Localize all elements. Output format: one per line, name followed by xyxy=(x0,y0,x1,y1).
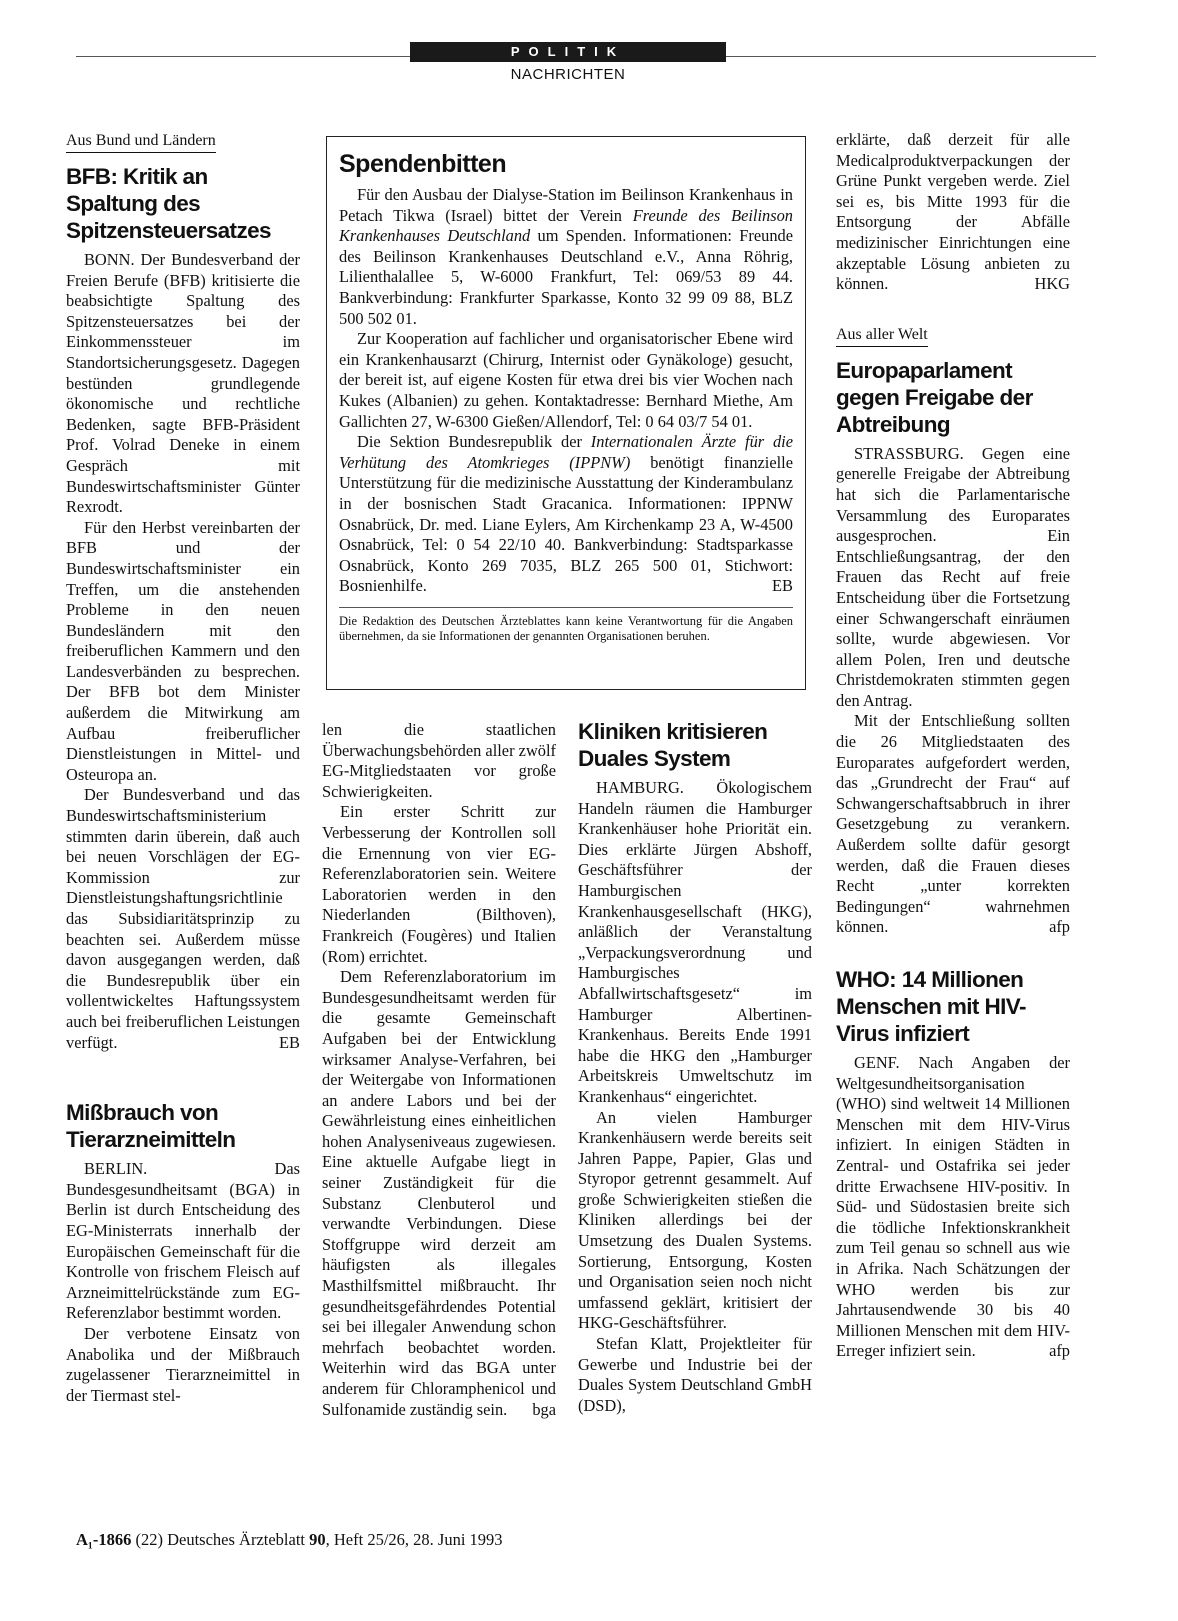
article-paragraph xyxy=(66,785,300,1053)
article-paragraph xyxy=(836,130,1070,295)
headline-tierarzneimittel: Mißbrauch von Tierarzneimitteln xyxy=(66,1100,236,1153)
article-text: GENF. Nach Angaben der Weltgesundheitsorganisation (WHO) sind weltweit 14 Millionen Menschen mit dem HIV-Virus infiziert. In einigen Städten in Zentral- und Ostafrika sei jeder dritte Erwachsene HIV-positiv. In Süd- und Südostasien breite sich die tödliche Infektionskrankheit zum Teil genau so schnell aus wie in Afrika. Nach Schätzungen der WHO werden bis zur Jahrtausendwende 30 bis 40 Millionen Menschen mit dem HIV-Erreger infiziert sein. xyxy=(836,1053,1070,1361)
box-text: benötigt finanzielle Unterstützung für die medizinische Ausstattung der Kinderambulanz in der bosnischen Stadt Gracanica. Informationen: IPPNW Osnabrück, Dr. med. Liane Eylers, Am Kirchenkamp 23 A, W-4500 Osnabrück, Tel: 0 54 22/10 40. Bankverbindung: Stadtsparkasse Osnabrück, Konto 269 7035, BLZ 265 500 01, Stichwort: Bosnienhilfe. xyxy=(339,452,794,596)
article-paragraph: Ein erster Schritt zur Verbesserung der Kontrollen soll die Ernennung von vier EG-Referenzlaboratorien sein. Weitere Laboratorien werden in den Niederlanden (Bilthoven), Frankreich (Fougères) und Italien (Rom) errichtet. xyxy=(322,802,556,966)
column-2 xyxy=(322,720,556,1420)
headline-who: WHO: 14 Millionen Menschen mit HIV-Virus infiziert xyxy=(836,967,1026,1046)
headline-kliniken: Kliniken kritisieren Duales System xyxy=(578,719,768,771)
page-footer xyxy=(76,1530,503,1550)
box-paragraph: Zur Kooperation auf fachlicher und organisatorischer Ebene wird ein Krankenhausarzt (Chirurg, Internist oder Gynäkologe) gesucht, der bereit ist, auf eigene Kosten für etwa drei bis vier Wochen nach Kukes (Albanien) zu gehen. Kontaktadresse: Bernhard Miethe, Am Gallichten 27, W-6300 Gießen/Allendorf, Tel: 0 64 03/7 54 01. xyxy=(339,329,793,431)
article-paragraph: Stefan Klatt, Projektleiter für Gewerbe und Industrie bei der Duales System Deutschland GmbH (DSD), xyxy=(578,1334,812,1415)
article-text: Dem Referenzlaboratorium im Bundesgesundheitsamt werden für die gesamte Gemeinschaft Aufgaben bei der Entwicklung wirksamer Analyse-Verfahren, bei der Weitergabe von Informationen an andere Labors und bei der Gewährleistung eines einheitlichen hohen Analyseniveaus zugewiesen. Eine aktuelle Aufgabe liegt in seiner Zuständigkeit für die Substanz Clenbuterol und verwandte Verbindungen. Diese Stoffgruppe wird derzeit am häufigsten als illegales Masthilfsmittel mißbraucht. Ihr gesundheitsgefährdendes Potential sei bei illegaler Anwendung schon mehrfach beobachtet worden. Weiterhin wird das BGA unter anderem für Chloramphenicol und Sulfonamide zuständig sein. xyxy=(322,967,556,1419)
headline-europaparlament: Europaparlament gegen Freigabe der Abtreibung xyxy=(836,357,1033,437)
article-paragraph: BERLIN. Das Bundesgesundheitsamt (BGA) in Berlin ist durch Entscheidung des EG-Ministerrats innerhalb der Europäischen Gemeinschaft für die Kontrolle von frischem Fleisch auf Arzneimittelrückstände zum EG-Referenzlabor bestimmt worden. xyxy=(66,1159,300,1323)
box-paragraph xyxy=(339,432,793,597)
signature: afp xyxy=(1049,1341,1070,1361)
footer-journal: (22) Deutsches Ärzteblatt xyxy=(135,1530,306,1549)
page-number: A₁-1866 xyxy=(76,1530,132,1549)
article-paragraph: len die staatlichen Überwachungsbehörden aller zwölf EG-Mitgliedstaaten vor große Schwierigkeiten. xyxy=(322,720,556,801)
section-bar: POLITIK xyxy=(410,42,726,62)
article-text: Mit der Entschließung sollten die 26 Mitgliedstaaten des Europarates aufgefordert werden, das „Grundrecht der Frau“ auf Schwangerschaftsabbruch in ihrer Gesetzgebung zu verankern. Außerdem sollte dafür gesorgt werden, daß die Frauen dieses Recht „unter korrekten Bedingungen“ wahrnehmen können. xyxy=(836,711,1070,937)
article-text: Der Bundesverband und das Bundeswirtschaftsministerium stimmten darin überein, daß auch bei neuen Vorschlägen der EG-Kommission zur Dienstleistungshaftungsrichtlinie das Subsidiaritätsprinzip zu beachten sei. Außerdem müsse davon ausgegangen werden, daß die Bundesrepublik über ein vollentwickeltes Haftungssystem auch bei freiberuflichen Leistungen verfügt. xyxy=(66,785,300,1052)
article-paragraph: An vielen Hamburger Krankenhäusern werde bereits seit Jahren Pappe, Papier, Glas und Styropor getrennt gesammelt. Auf große Schwierigkeiten stießen die Kliniken allerdings bei der Umsetzung des Dualen Systems. Sortierung, Entsorgung, Kosten und Organisation seien noch nicht umfassend geklärt, kritisiert der HKG-Geschäftsführer. xyxy=(578,1107,812,1333)
signature: EB xyxy=(772,576,793,596)
article-paragraph: STRASSBURG. Gegen eine generelle Freigabe der Abtreibung hat sich die Parlamentarische Versammlung des Europarates ausgesprochen. Ein Entschließungsantrag, der den Frauen das Recht auf freie Entscheidung über die Fortsetzung einer Schwangerschaft einräumen sollte, wurde abgewiesen. Vor allem Polen, Iren und deutsche Christdemokraten stimmten gegen den Antrag. xyxy=(836,443,1070,710)
column-1 xyxy=(66,131,300,1406)
article-paragraph: Der verbotene Einsatz von Anabolika und der Mißbrauch zugelassener Tierarzneimittel in der Tiermast stel- xyxy=(66,1323,300,1405)
box-divider xyxy=(339,607,793,608)
box-disclaimer: Die Redaktion des Deutschen Ärzteblattes kann keine Verantwortung für die Angaben übernehmen, da sie Informationen der genannten Organisationen beruhen. xyxy=(339,613,793,644)
box-paragraph xyxy=(339,185,793,329)
box-text: Die Sektion Bundesrepublik der xyxy=(357,432,591,452)
section-subtitle: NACHRICHTEN xyxy=(510,66,626,83)
kicker-bund-laender: Aus Bund und Ländern xyxy=(66,131,216,153)
box-text-italic: Internationalen Ärzte für die Verhütung des Atomkrieges (IPPNW) xyxy=(339,432,793,472)
article-paragraph xyxy=(322,967,556,1420)
article-paragraph: HAMBURG. Ökologischem Handeln räumen die Hamburger Krankenhäuser hohe Priorität ein. Dies erklärte Jürgen Abshoff, Geschäftsführer der Hamburgischen Krankenhausgesellschaft (HKG), anläßlich der Veranstaltung „Verpackungsverordnung und Hamburgisches Abfallwirtschaftsgesetz“ im Hamburger Albertinen-Krankenhaus. Bereits Ende 1991 habe die HKG den „Hamburger Arbeitskreis Umweltschutz im Krankenhaus“ eingerichtet. xyxy=(578,778,812,1106)
signature: afp xyxy=(1049,917,1070,937)
kicker-aller-welt: Aus aller Welt xyxy=(836,325,928,347)
signature: EB xyxy=(279,1032,300,1052)
column-3 xyxy=(578,718,812,1416)
box-text: um Spenden. Informationen: Freunde des Beilinson Krankenhauses Deutschland e.V., Anna Röhrig, Lilienthalallee 5, W-6000 Frankfurt, Tel: 069/53 89 44. Bankverbindung: Frankfurter Sparkasse, Konto 32 99 09 88, BLZ 500 502 01. xyxy=(339,226,793,328)
spendenbitten-box xyxy=(326,136,806,690)
article-paragraph: BONN. Der Bundesverband der Freien Berufe (BFB) kritisierte die beabsichtigte Spaltung des Spitzensteuersatzes bei der Einkommenssteuer im Standortsicherungsgesetz. Dagegen bestünden grundlegende ökonomische und rechtliche Bedenken, sagte BFB-Präsident Prof. Volrad Deneke in einem Gespräch mit Bundeswirtschaftsminister Günter Rexrodt. xyxy=(66,250,300,517)
box-text-italic: Freunde des Beilinson Krankenhauses Deutschland xyxy=(339,205,793,246)
box-text: Für den Ausbau der Dialyse-Station im Beilinson Krankenhaus in Petach Tikwa (Israel) bittet der Verein xyxy=(339,185,793,225)
footer-volume: 90 xyxy=(309,1530,326,1549)
signature: bga xyxy=(532,1399,556,1419)
article-paragraph xyxy=(836,711,1070,938)
signature: HKG xyxy=(1034,274,1070,294)
headline-bfb: BFB: Kritik an Spaltung des Spitzensteuersatzes xyxy=(66,164,271,243)
footer-issue: , Heft 25/26, 28. Juni 1993 xyxy=(325,1530,503,1549)
article-paragraph: Für den Herbst vereinbarten der BFB und der Bundeswirtschaftsminister ein Treffen, um die anstehenden Probleme in den neuen Bundesländern mit den freiberuflichen Kammern und den Landesverbänden zu besprechen. Der BFB bot dem Minister außerdem die Mitwirkung am Aufbau freiberuflicher Dienstleistungen in Mittel- und Osteuropa an. xyxy=(66,517,300,784)
box-title: Spendenbitten xyxy=(339,150,507,178)
article-text: erklärte, daß derzeit für alle Medicalproduktverpackungen der Grüne Punkt vergeben werde. Ziel sei es, bis Mitte 1993 für die Entsorgung der Abfälle medizinischer Einrichtungen eine akzeptable Lösung anbieten zu können. xyxy=(836,130,1070,294)
column-4 xyxy=(836,130,1070,1362)
article-paragraph xyxy=(836,1053,1070,1362)
